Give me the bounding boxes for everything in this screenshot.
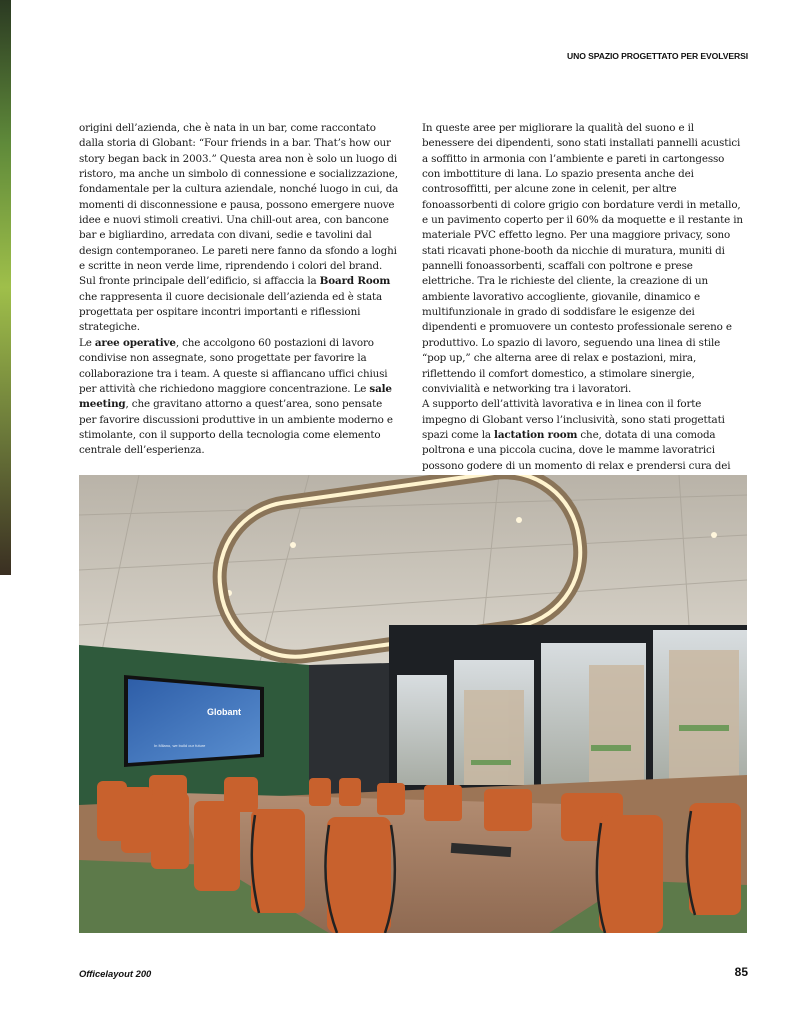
board-room-photo bbox=[79, 475, 747, 933]
paragraph: A supporto dell’attività lavorativa e in linea con il forte impegno di Globant verso l’inclusività, sono stati progettati spazi come la lactation room che, dotata di una comoda poltrona e una piccola cucina, dove le mamme lavoratrici possono godere di un momento di relax e prendersi cura dei bbox=[422, 398, 731, 472]
adjacent-page-photo-strip bbox=[0, 0, 11, 575]
tv-screen-caption: In Milano, we build our future bbox=[154, 743, 206, 748]
board-room-illustration bbox=[79, 475, 747, 933]
paragraph: origini dell’azienda, che è nata in un bar, come raccontato dalla storia di Globant: “Four friends in a bar. That’s how our story began back in 2003.” Questa area non è solo un luogo di ristoro, ma anche un simbolo di connessione e socializzazione, fondamentale per la cultura aziendale, nonché luogo in cui, da momenti di disconnessione e pausa, possono emergere nuove idee e nuovi stimoli creativi. Una chill-out area, con bancone bar e bigliardino, arredata con divani, sedie e tavolini dal design contemporaneo. Le pareti nere fanno da sfondo a loghi e scritte in neon verde lime, riprendendo i colori del brand. bbox=[79, 122, 399, 273]
paragraph: Sul fronte principale dell’edificio, si affaccia la Board Room che rappresenta il cuore decisionale dell’azienda ed è stata progettata per ospitare incontri importanti e riflessioni strategiche. bbox=[79, 275, 391, 334]
running-header: UNO SPAZIO PROGETTATO PER EVOLVERSI bbox=[567, 51, 748, 61]
bold-term-board-room: Board Room bbox=[319, 275, 391, 288]
tv-screen bbox=[128, 679, 260, 763]
magazine-name: Officelayout 200 bbox=[79, 968, 152, 979]
text-column-right bbox=[422, 121, 744, 489]
bold-term-sale-meeting: sale meeting bbox=[79, 382, 392, 411]
paragraph: In queste aree per migliorare la qualità del suono e il benessere dei dipendenti, sono stati installati pannelli acustici a soffitto in armonia con l’ambiente e pareti in cartongesso con imbottiture di lana. Lo spazio presenta anche dei controsoffitti, per alcune zone in celenit, per altre fonoassorbenti di colore grigio con bordature verdi in metallo, e un pavimento coperto per il 60% da moquette e il restante in materiale PVC effetto legno. Per una maggiore privacy, sono stati ricavati phone-booth da nicchie di muratura, muniti di pannelli fonoassorbenti, scaffali con poltrone e prese elettriche. Tra le richieste del cliente, la creazione di un ambiente lavorativo accogliente, giovanile, dinamico e multifunzionale in grado di soddisfare le esigenze dei dipendenti e promuovere un contesto professionale sereno e produttivo. Lo spazio di lavoro, seguendo una linea di stile “pop up,” che alterna aree di relax e postazioni, mira, riflettendo il comfort domestico, a stimolare sinergie, convivialità e networking tra i lavoratori. bbox=[422, 122, 743, 395]
bold-term-lactation-room: lactation room bbox=[494, 428, 578, 441]
page-number: 85 bbox=[734, 965, 748, 979]
tv-screen-brand: Globant bbox=[207, 707, 241, 717]
bold-term-aree-operative: aree operative bbox=[94, 336, 176, 349]
text-column-left bbox=[79, 121, 401, 459]
paragraph: Le aree operative, che accolgono 60 postazioni di lavoro condivise non assegnate, sono progettate per favorire la collaborazione tra i team. A queste si affiancano uffici chiusi per attività che richiedono maggiore concentrazione. Le sale meeting, che gravitano attorno a quest’area, sono pensate per favorire discussioni produttive in un ambiente moderno e stimolante, con il supporto della tecnologia come elemento centrale dell’esperienza. bbox=[79, 336, 393, 457]
